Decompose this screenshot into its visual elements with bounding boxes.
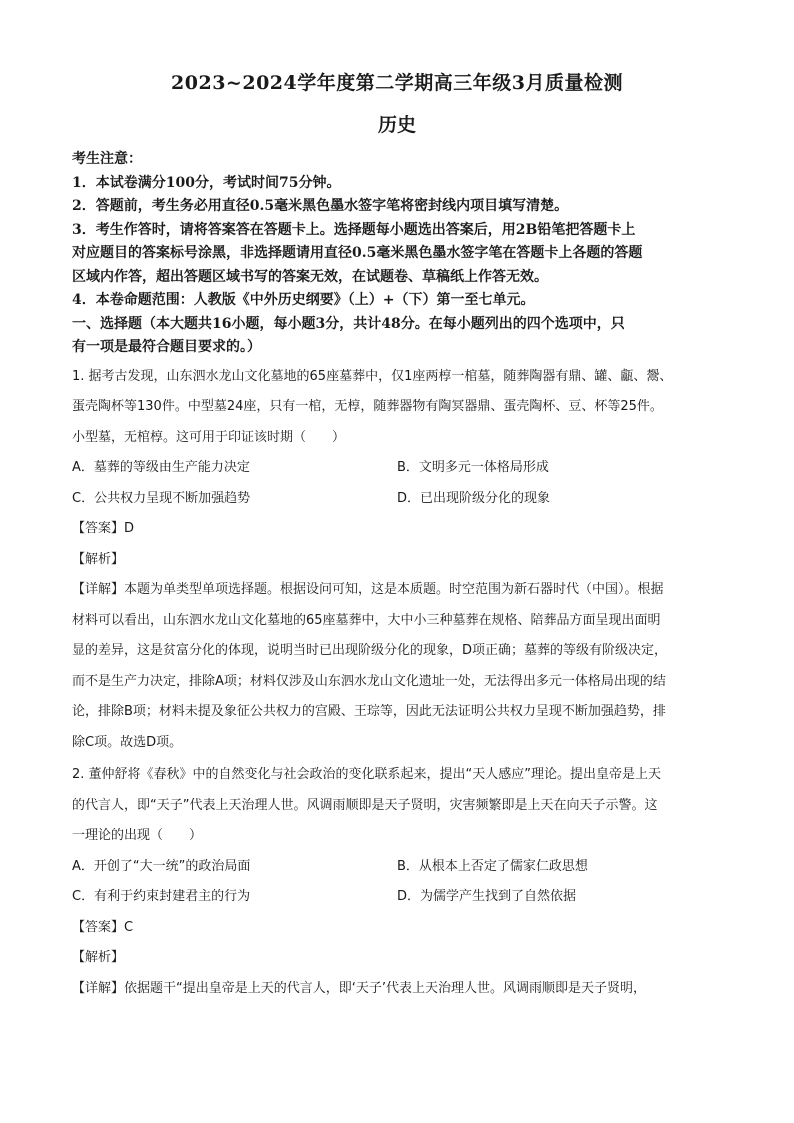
question-2 [72, 760, 732, 1004]
analysis-label: 【解析】 [72, 551, 125, 567]
question-options [72, 852, 732, 913]
notice-line: 4．本卷命题范围：人教版《中外历史纲要》（上）+（下）第一至七单元。 [72, 292, 535, 308]
notice-heading: 考生注意： [72, 151, 142, 167]
notice-line: 3．考生作答时，请将答案答在答题卡上。选择题每小题选出答案后，用2B铅笔把答题卡上 [72, 221, 636, 238]
detail-line: 而不是生产力决定，排除A项；材料仅涉及山东泗水龙山文化遗址一处，无法得出多元一体格局出现的结 [72, 673, 666, 689]
exam-content [72, 148, 732, 1004]
section-heading: 有一项是最符合题目要求的。） [72, 339, 261, 355]
notice-line: 对应题目的答案标号涂黑，非选择题请用直径0.5毫米黑色墨水签字笔在答题卡上各题的答题 [72, 245, 643, 261]
answer-label: 【答案】C [72, 919, 134, 935]
question-options [72, 453, 732, 514]
question-stem: 1. 据考古发现，山东泗水龙山文化墓地的65座墓葬中，仅1座两椁一棺墓，随葬陶器有鼎、罐、甗、鬶、 [72, 368, 673, 384]
subject-heading: 历史 [377, 114, 416, 136]
question-stem: 的代言人，即“天子”代表上天治理人世。风调雨顺即是天子贤明，灾害频繁即是上天在向天子示警。这 [72, 797, 658, 813]
option-a: A．开创了“大一统”的政治局面 [72, 858, 251, 874]
exam-title: 2023~2024学年度第二学期高三年级3月质量检测 [171, 72, 623, 94]
notice-line: 1．本试卷满分100分，考试时间75分钟。 [72, 174, 341, 191]
detail-line: 除C项。故选D项。 [72, 734, 183, 750]
option-b: B．文明多元一体格局形成 [397, 460, 549, 475]
option-b: B．从根本上否定了儒家仁政思想 [397, 858, 588, 874]
detail-line: 显的差异，这是贫富分化的体现，说明当时已出现阶级分化的现象，D项正确；墓葬的等级有阶级决定， [72, 643, 668, 658]
question-stem: 2. 董仲舒将《春秋》中的自然变化与社会政治的变化联系起来，提出“天人感应”理论。提出皇帝是上天 [72, 767, 662, 782]
detail-line: 论，排除B项；材料未提及象征公共权力的宫殿、王琮等，因此无法证明公共权力呈现不断加强趋势，排 [72, 704, 666, 719]
notice-line: 区域内作答，超出答题区域书写的答案无效，在试题卷、草稿纸上作答无效。 [72, 268, 548, 285]
option-c: C．公共权力呈现不断加强趋势 [72, 490, 251, 506]
option-d: D．为儒学产生找到了自然依据 [397, 889, 577, 904]
detail-line: 材料可以看出，山东泗水龙山文化墓地的65座墓葬中，大中小三种墓葬在规格、陪葬品方面呈现出面明 [72, 612, 661, 628]
notice-line: 2．答题前，考生务必用直径0.5毫米黑色墨水签字笔将密封线内项目填写清楚。 [72, 198, 569, 214]
question-1 [72, 362, 732, 759]
section-heading: 一、选择题（本大题共16小题，每小题3分，共计48分。在每小题列出的四个选项中，只 [72, 315, 625, 332]
detail-line: 【详解】本题为单类型单项选择题。根据设问可知，这是本质题。时空范围为新石器时代（中国）。根据 [72, 582, 664, 597]
analysis-label: 【解析】 [72, 950, 125, 965]
answer-label: 【答案】D [72, 521, 135, 536]
question-stem: 一理论的出现（ ） [72, 828, 203, 843]
candidate-notice [72, 148, 732, 360]
option-c: C．有利于约束封建君主的行为 [72, 889, 251, 904]
option-a: A．墓葬的等级由生产能力决定 [72, 460, 250, 475]
option-d: D．已出现阶级分化的现象 [397, 490, 551, 506]
question-stem: 蛋壳陶杯等130件。中型墓24座，只有一棺，无椁，随葬器物有陶冥器鼎、蛋壳陶杯、豆、杯等25件。 [72, 399, 663, 414]
detail-line: 【详解】依据题干“提出皇帝是上天的代言人，即‘天子’代表上天治理人世。风调雨顺即是天子贤明， [72, 980, 647, 996]
question-stem: 小型墓，无棺椁。这可用于印证该时期（ ） [72, 429, 346, 445]
